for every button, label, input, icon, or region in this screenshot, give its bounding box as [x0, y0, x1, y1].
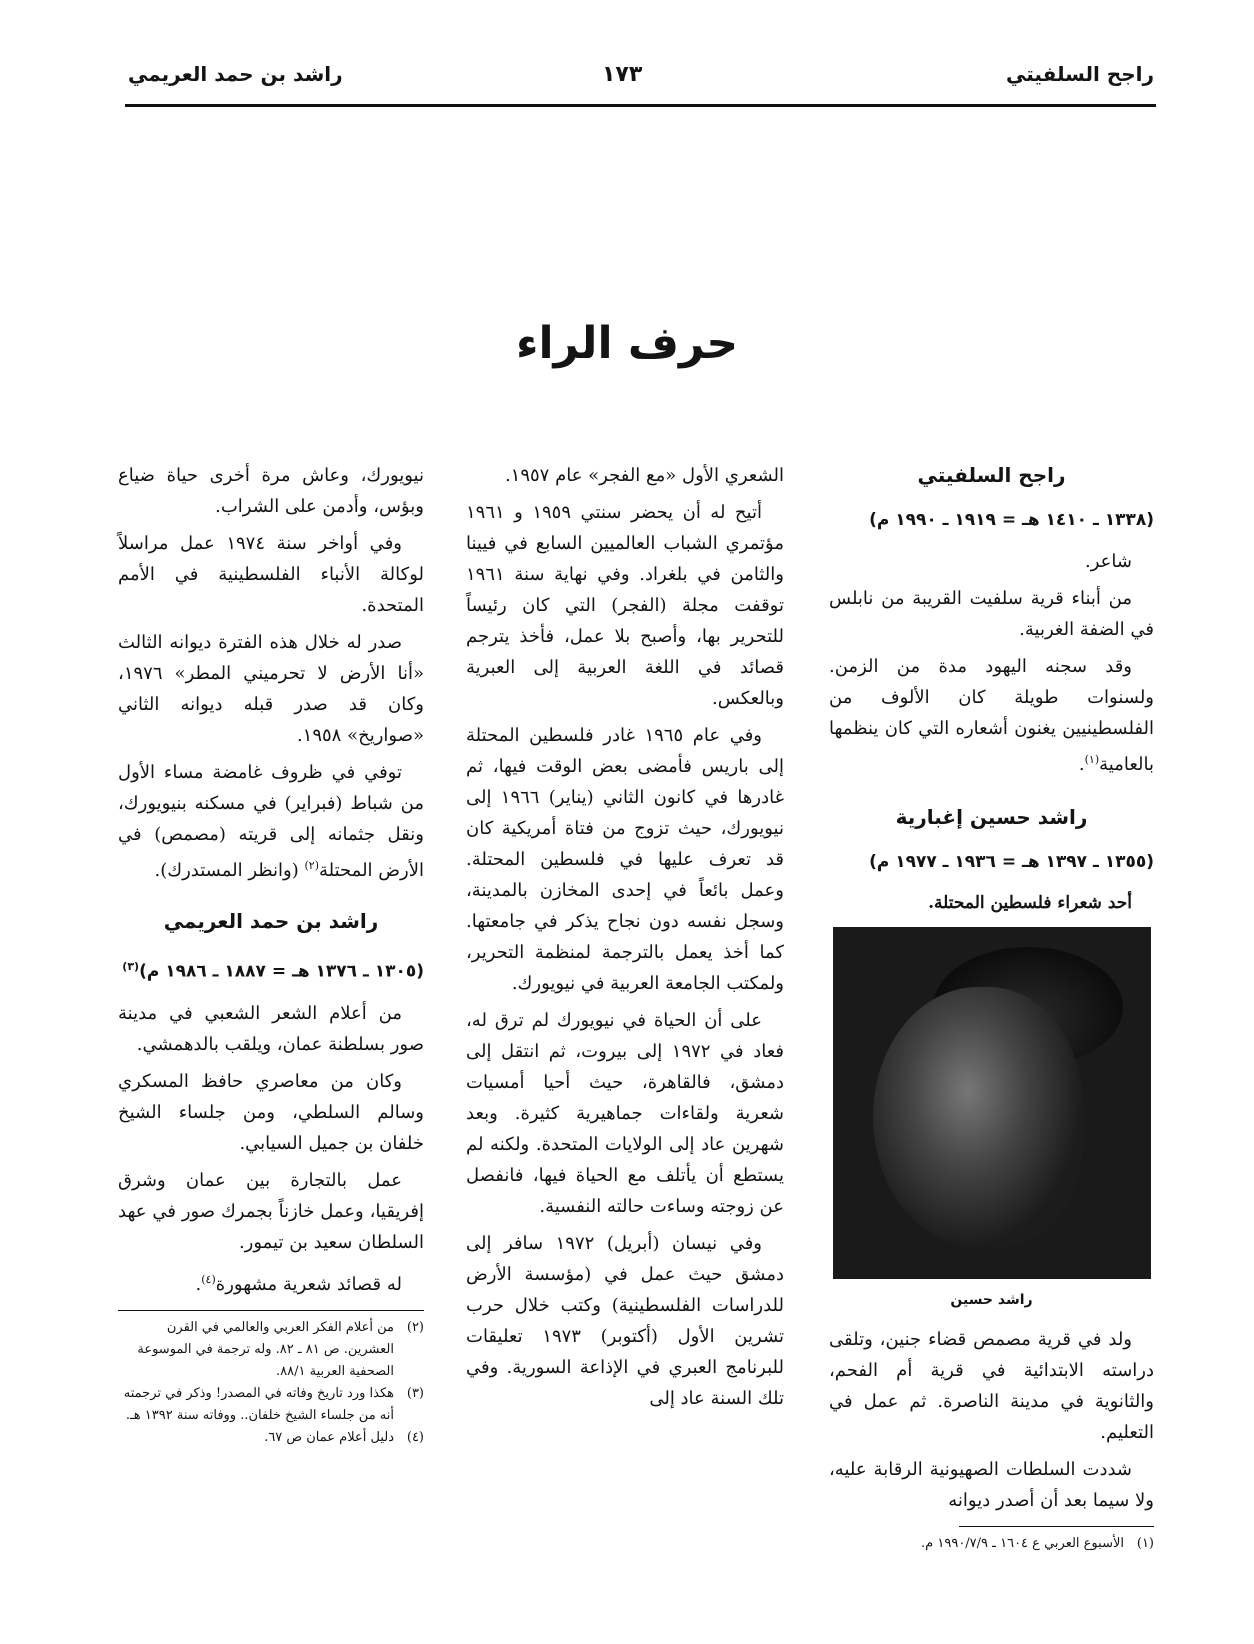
footnote-text: الأسبوع العربي ع ١٦٠٤ ـ ١٩٩٠/٧/٩ م.	[921, 1536, 1124, 1551]
entry-text: ولد في قرية مصمص قضاء جنين، وتلقى دراسته الابتدائية في قرية أم الفحم، والثانوية في مدينة الناصرة. ثم عمل في التعليم.	[829, 1329, 1154, 1443]
entry-title-rashed-hussein: راشد حسين إغبارية	[895, 805, 1088, 829]
section-title: حرف الراء	[515, 318, 739, 369]
footnote	[118, 1317, 424, 1383]
entry-text: على أن الحياة في نيويورك لم ترق له، فعاد في ١٩٧٢ إلى بيروت، ثم انتقل إلى دمشق، فالقاهرة، حيث أحيا أمسيات شعرية ولقاءات جماهيرية كثيرة. وبعد شهرين عاد إلى الولايات المتحدة. ولكنه لم يستطع أن يأتلف مع الحياة فيها، فانفصل عن زوجته وساءت حالته النفسية.	[466, 1010, 784, 1217]
entry-text: عمل بالتجارة بين عمان وشرق إفريقيا، وعمل خازناً بجمرك صور في عهد السلطان سعيد بن تيمور.	[118, 1169, 424, 1253]
footnote-text: هكذا ورد تاريخ وفاته في المصدر! وذكر في ترجمته أنه من جلساء الشيخ خلفان.. ووفاته سنة ١٣٩٢ هـ.	[123, 1385, 394, 1423]
footnote	[829, 1533, 1154, 1555]
entry-text: شددت السلطات الصهيونية الرقابة عليه، ولا سيما بعد أن أصدر ديوانه	[829, 1459, 1154, 1511]
entry-text: نيويورك، وعاش مرة أخرى حياة ضياع وبؤس، وأدمن على الشراب.	[118, 465, 424, 517]
entry-text: وفي نيسان (أبريل) ١٩٧٢ سافر إلى دمشق حيث عمل في (مؤسسة الأرض للدراسات الفلسطينية) وكتب خلال حرب تشرين الأول (أكتوبر) ١٩٧٣ تعليقات للبرنامج العبري في الإذاعة السورية. وفي تلك السنة عاد إلى	[466, 1233, 785, 1409]
portrait-photo	[833, 927, 1151, 1279]
footnote-number: (١)	[1136, 1536, 1154, 1551]
entry-text: وفي عام ١٩٦٥ غادر فلسطين المحتلة إلى باريس فأمضى بعض الوقت فيها، ثم غادرها في كانون الثاني (يناير) ١٩٦٦ إلى نيويورك، حيث تزوج من فتاة أمريكية كان قد تعرف عليها في فلسطين المحتلة. وعمل بائعاً في إحدى المخازن بالمدينة، وسجل نفسه دون نجاح يذكر في جامعتها. كما أخذ يعمل بالترجمة لمنظمة التحرير، ولمكتب الجامعة العربية في نيويورك.	[466, 725, 784, 994]
footnote	[118, 1427, 424, 1449]
entry-title-rashed-ariami: راشد بن حمد العريمي	[163, 909, 379, 933]
entry-intro: أحد شعراء فلسطين المحتلة.	[928, 893, 1132, 913]
dates-text: (١٣٠٥ ـ ١٣٧٦ هـ = ١٨٨٧ ـ ١٩٨٦ م)	[139, 961, 424, 982]
entry-text: من أعلام الشعر الشعبي في مدينة صور بسلطنة عمان، ويلقب بالدهمشي.	[118, 1002, 424, 1055]
photo-caption: راشد حسين	[950, 1292, 1033, 1308]
entry-title-rajeh: راجح السلفيتي	[917, 463, 1066, 487]
entry-text-span: توفي في ظروف غامضة مساء الأول من شباط (فبراير) في مسكنه بنيويورك، ونقل جثمانه إلى قريته (مصمص) في الأرض المحتلة	[118, 762, 424, 881]
footnote-rule	[959, 1526, 1154, 1527]
entry-text: صدر له خلال هذه الفترة ديوانه الثالث «أنا الأرض لا تحرميني المطر» ١٩٧٦، وكان قد صدر قبله ديوانه الثاني «صواريخ» ١٩٥٨.	[118, 632, 424, 746]
entry-dates-rashed-ariami	[118, 951, 424, 988]
footnote-number: (٤)	[406, 1429, 424, 1445]
footnote-rule	[118, 1310, 424, 1311]
entry-dates-rashed-hussein: (١٣٥٥ ـ ١٣٩٧ هـ = ١٩٣٦ ـ ١٩٧٧ م)	[869, 852, 1154, 872]
entry-text: أتيح له أن يحضر سنتي ١٩٥٩ و ١٩٦١ مؤتمري الشباب العالميين السابع في فيينا والثامن في بلغراد. وفي نهاية سنة ١٩٦١ توقفت مجلة (الفجر) التي كان رئيساً للتحرير بها، وأصبح بلا عمل، فأخذ يترجم قصائد في اللغة العربية إلى العبرية وبالعكس.	[466, 502, 784, 709]
entry-text-span: وقد سجنه اليهود مدة من الزمن. ولسنوات طويلة كان الألوف من الفلسطينيين يغنون أشعاره التي كان ينظمها بالعامية	[829, 656, 1154, 775]
footnote-ref: (٤)	[201, 1272, 216, 1286]
running-header-right: راجح السلفيتي	[1006, 62, 1154, 86]
footnote-text: من أعلام الفكر العربي والعالمي في القرن العشرين. ص ٨١ ـ ٨٢. وله ترجمة في الموسوعة الصحفية العربية ٨٨/١.	[137, 1319, 394, 1379]
entry-text-span: (وانظر المستدرك).	[154, 860, 305, 881]
footnote	[118, 1383, 424, 1427]
column-left	[118, 460, 424, 1604]
running-header-left: راشد بن حمد العريمي	[128, 62, 343, 86]
entry-text-span: له قصائد شعرية مشهورة	[215, 1273, 402, 1295]
footnote-ref: (٣)	[122, 960, 140, 973]
entry-text: وقد سجنه اليهود مدة من الزمن. ولسنوات طويلة كان الألوف من الفلسطينيين يغنون أشعاره التي كان ينظمها بالعامية$^{(١)}$.	[829, 656, 1154, 775]
footnote-ref: (٢)	[304, 859, 319, 872]
entry-text: شاعر.	[1085, 551, 1132, 572]
entry-text: وفي أواخر سنة ١٩٧٤ عمل مراسلاً لوكالة الأنباء الفلسطينية في الأمم المتحدة.	[118, 533, 424, 616]
photo-face-shape	[873, 987, 1083, 1247]
entry-dates-rajeh: (١٣٣٨ ـ ١٤١٠ هـ = ١٩١٩ ـ ١٩٩٠ م)	[869, 510, 1154, 530]
entry-text	[118, 757, 424, 886]
page-number: ١٧٣	[602, 62, 643, 87]
footnote-text: دليل أعلام عمان ص ٦٧.	[264, 1429, 394, 1445]
header-rule	[125, 104, 1156, 107]
entry-text: وكان من معاصري حافظ المسكري وسالم السلطي، ومن جلساء الشيخ خلفان بن جميل السيابي.	[118, 1070, 424, 1154]
entry-text: له قصائد شعرية مشهورة$^{(٤)}$.	[195, 1272, 402, 1295]
footnote-number: (٣)	[406, 1385, 424, 1401]
column-right	[829, 460, 1154, 1604]
footnote-ref: (١)	[1084, 753, 1100, 766]
entry-text: من أبناء قرية سلفيت القريبة من نابلس في الضفة الغربية.	[829, 588, 1154, 640]
entry-text: الشعري الأول «مع الفجر» عام ١٩٥٧.	[504, 465, 784, 486]
footnote-number: (٢)	[406, 1319, 424, 1335]
column-middle	[466, 460, 784, 1604]
